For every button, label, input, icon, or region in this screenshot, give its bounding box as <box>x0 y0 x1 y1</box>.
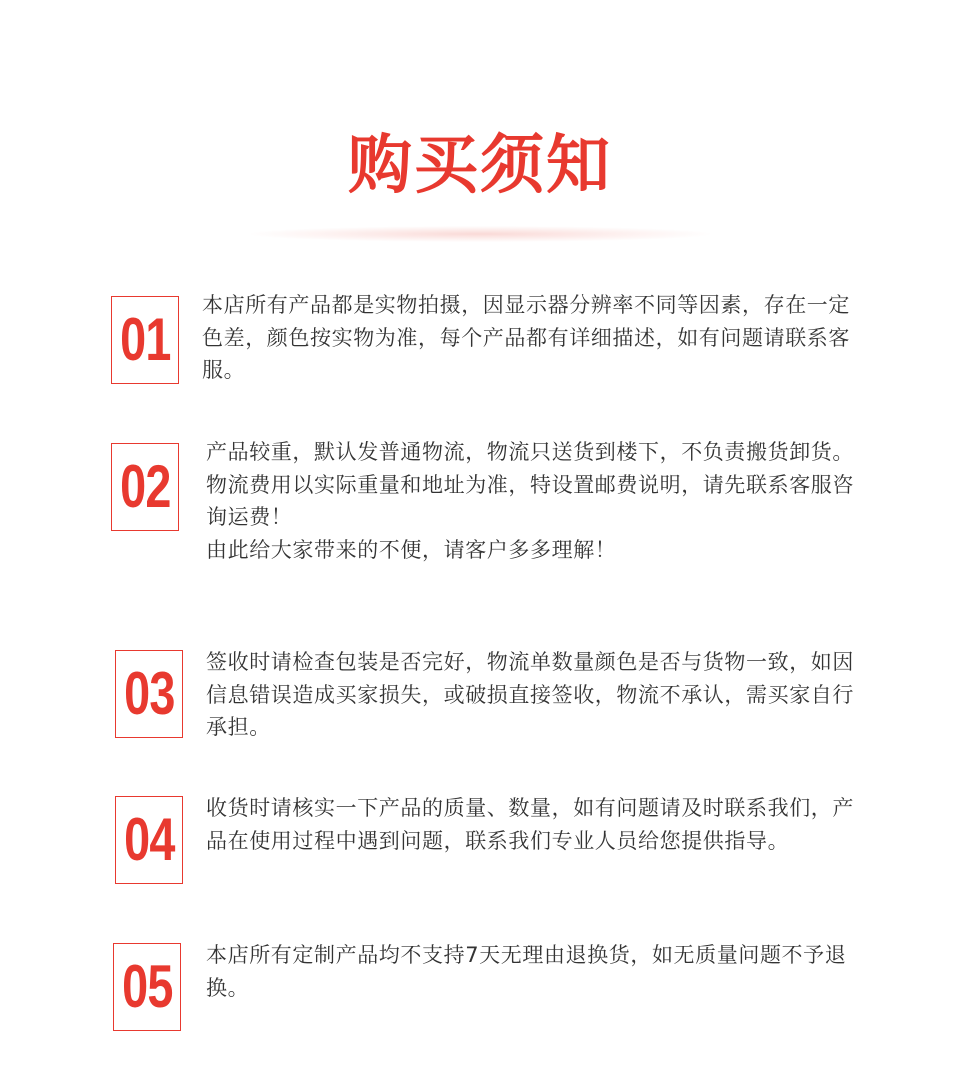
item-text <box>206 792 854 857</box>
item-paragraph: 产品较重，默认发普通物流，物流只送货到楼下，不负责搬货卸货。 <box>206 440 854 464</box>
item-paragraph: 由此给大家带来的不便，请客户多多理解！ <box>206 537 617 562</box>
title-underline-glow <box>250 226 710 242</box>
item-number: 03 <box>123 660 175 727</box>
item-paragraph: 本店所有产品都是实物拍摄，因显示器分辨率不同等因素，存在一定色差，颜色按实物为准，每个产品都有详细描述，如有问题请联系客服。 <box>202 293 850 382</box>
item-number: 04 <box>123 806 175 873</box>
item-number-box <box>115 650 183 738</box>
item-text <box>206 939 854 1004</box>
item-paragraph: 本店所有定制产品均不支持7天无理由退换货，如无质量问题不予退换。 <box>206 943 847 1000</box>
page-title: 购买须知 <box>348 129 612 203</box>
item-paragraph: 收货时请核实一下产品的质量、数量，如有问题请及时联系我们，产品在使用过程中遇到问题，联系我们专业人员给您提供指导。 <box>206 796 854 853</box>
item-number: 01 <box>119 306 171 373</box>
item-number-box <box>115 796 183 884</box>
item-number-box <box>111 443 179 531</box>
item-paragraph: 签收时请检查包装是否完好，物流单数量颜色是否与货物一致，如因信息错误造成买家损失，或破损直接签收，物流不承认，需买家自行承担。 <box>206 650 854 739</box>
item-text <box>202 289 850 387</box>
item-number-box <box>111 296 179 384</box>
item-text <box>206 436 854 566</box>
item-number-box <box>113 943 181 1031</box>
item-number: 05 <box>121 953 173 1020</box>
item-number: 02 <box>119 453 171 520</box>
item-text <box>206 646 854 744</box>
item-paragraph: 物流费用以实际重量和地址为准，特设置邮费说明，请先联系客服咨询运费！ <box>206 472 854 529</box>
